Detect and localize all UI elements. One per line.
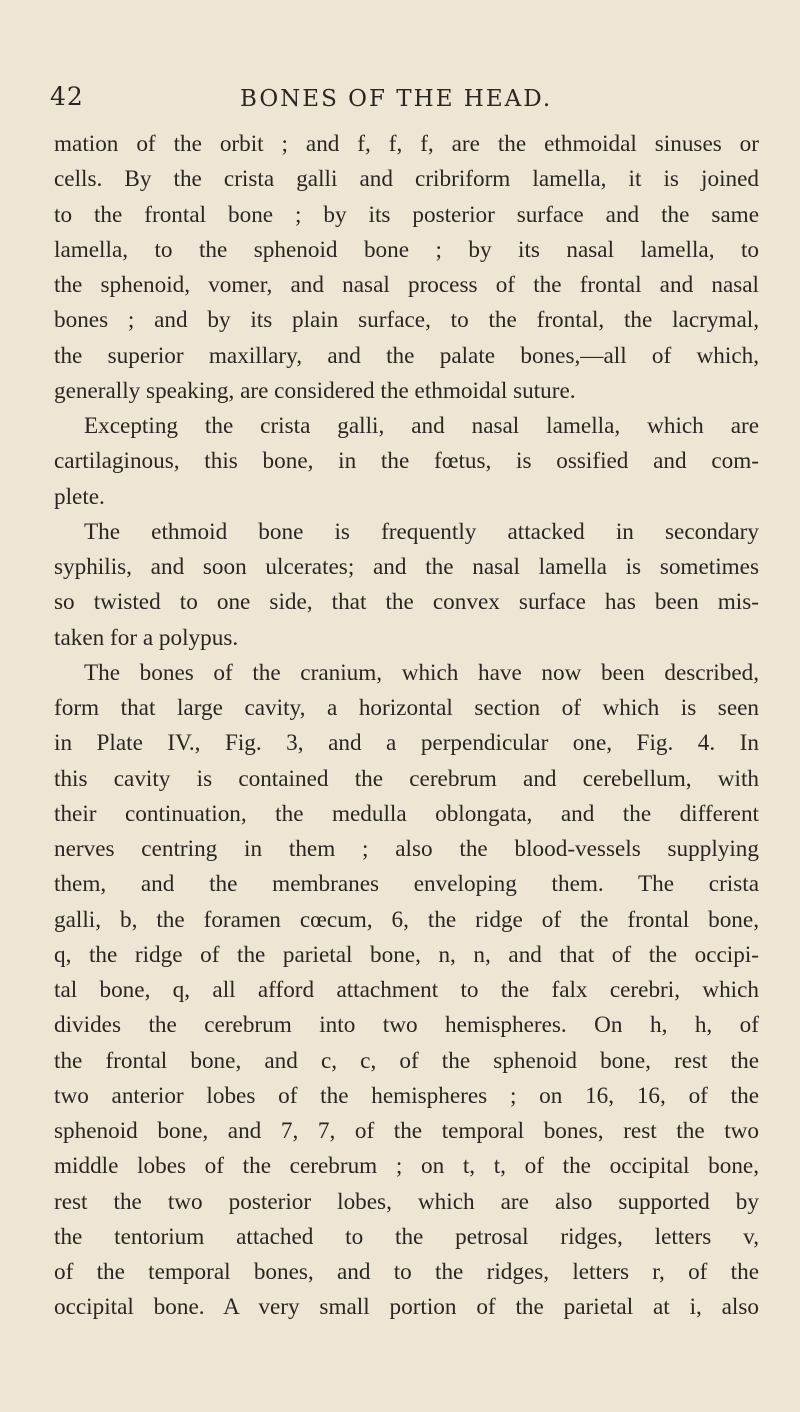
text-line: two anterior lobes of the hemispheres ; on 16, 16, of the [54,1082,759,1109]
text-line: q, the ridge of the parietal bone, n, n, and that of the occipi- [54,941,759,968]
text-line: cartilaginous, this bone, in the fœtus, is ossified and com- [54,448,759,475]
page-header [0,82,800,116]
text-line: to the frontal bone ; by its posterior surface and the same [54,201,759,228]
text-line: form that large cavity, a horizontal section of which is seen [54,695,759,721]
text-line: the frontal bone, and c, c, of the sphenoid bone, rest the [54,1047,759,1074]
text-line: mation of the orbit ; and f, f, f, are the ethmoidal sinuses or [54,131,759,157]
text-line: the sphenoid, vomer, and nasal process of the frontal and nasal [54,272,759,298]
text-line: taken for a polypus. [54,624,239,651]
text-line: them, and the membranes enveloping them. The crista [54,871,759,898]
text-line: The bones of the cranium, which have now been described, [84,659,759,686]
text-line: so twisted to one side, that the convex surface has been mis- [54,589,759,616]
text-line: in Plate IV., Fig. 3, and a perpendicular one, Fig. 4. In [54,730,759,757]
body-text [54,127,759,1326]
text-line: divides the cerebrum into two hemispheres. On h, h, of [54,1012,759,1039]
text-line: bones ; and by its plain surface, to the frontal, the lacrymal, [54,307,759,334]
text-line: The ethmoid bone is frequently attacked in secondary [84,518,759,545]
text-line: sphenoid bone, and 7, 7, of the temporal bones, rest the two [54,1118,759,1144]
text-line: the tentorium attached to the petrosal ridges, letters v, [54,1223,759,1250]
text-line: generally speaking, are considered the ethmoidal suture. [54,377,576,404]
text-line: middle lobes of the cerebrum ; on t, t, of the occipital bone, [54,1153,759,1180]
text-line: their continuation, the medulla oblongata, and the different [54,800,759,827]
text-line: the superior maxillary, and the palate bones,—all of which, [54,342,759,369]
text-line: syphilis, and soon ulcerates; and the nasal lamella is sometimes [54,554,759,580]
text-line: cells. By the crista galli and cribriform lamella, it is joined [54,166,759,193]
text-line: galli, b, the foramen cœcum, 6, the ridge of the frontal bone, [54,906,759,933]
running-head: BONES OF THE HEAD. [240,86,553,112]
text-line: Excepting the crista galli, and nasal lamella, which are [84,413,759,439]
page-number: 42 [50,82,84,111]
text-line: nerves centring in them ; also the blood-vessels supplying [54,836,759,862]
text-line: occipital bone. A very small portion of the parietal at i, also [54,1294,759,1321]
text-line: plete. [54,483,105,510]
text-line: this cavity is contained the cerebrum and cerebellum, with [54,765,759,792]
text-line: of the temporal bones, and to the ridges, letters r, of the [54,1259,759,1285]
text-line: rest the two posterior lobes, which are also supported by [54,1188,759,1215]
text-line: tal bone, q, all afford attachment to the falx cerebri, which [54,977,759,1003]
text-line: lamella, to the sphenoid bone ; by its nasal lamella, to [54,236,759,263]
